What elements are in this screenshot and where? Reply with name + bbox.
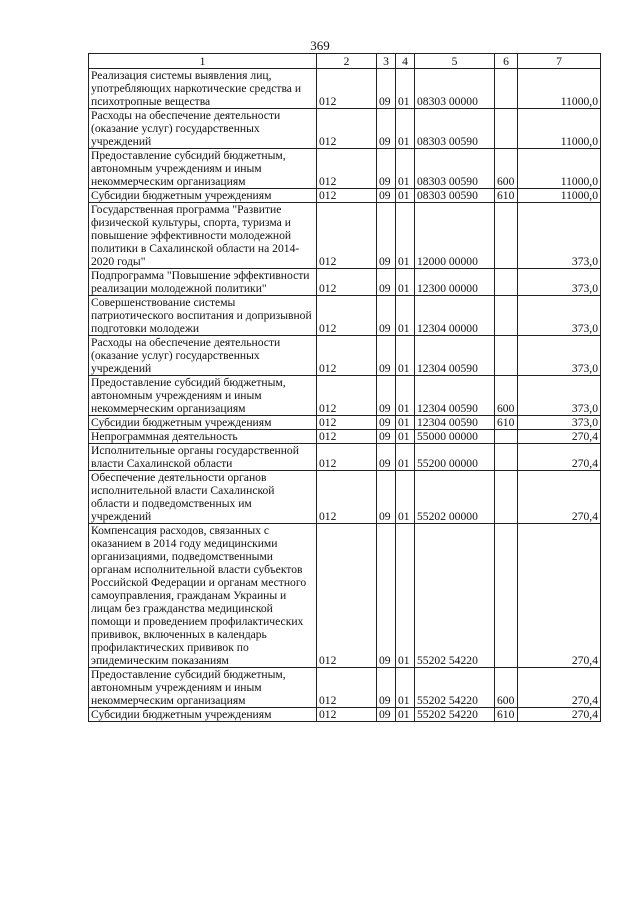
column-header: 5 [415, 54, 495, 69]
table-row [89, 444, 601, 471]
table-row [89, 296, 601, 336]
section-cell: 09 [377, 376, 396, 416]
subsection-cell: 01 [396, 444, 415, 471]
target-article-cell: 12304 00590 [415, 416, 495, 430]
amount-cell: 270,4 [518, 524, 601, 668]
admin-code-cell: 012 [317, 668, 377, 708]
section-cell: 09 [377, 69, 396, 109]
target-article-cell: 12000 00000 [415, 203, 495, 269]
subsection-cell: 01 [396, 189, 415, 203]
expense-type-cell [495, 203, 518, 269]
row-name-cell: Предоставление субсидий бюджетным, автономным учреждениям и иным некоммерческим организациям [89, 668, 317, 708]
section-cell: 09 [377, 109, 396, 149]
section-cell: 09 [377, 524, 396, 668]
target-article-cell: 55200 00000 [415, 444, 495, 471]
column-header: 2 [317, 54, 377, 69]
target-article-cell: 55202 54220 [415, 708, 495, 722]
section-cell: 09 [377, 203, 396, 269]
expense-type-cell [495, 430, 518, 444]
table-row [89, 430, 601, 444]
row-name-cell: Предоставление субсидий бюджетным, автономным учреждениям и иным некоммерческим организациям [89, 149, 317, 189]
admin-code-cell: 012 [317, 376, 377, 416]
expense-type-cell [495, 336, 518, 376]
row-name-cell: Подпрограмма "Повышение эффективности реализации молодежной политики" [89, 269, 317, 296]
target-article-cell: 12300 00000 [415, 269, 495, 296]
row-name-cell: Субсидии бюджетным учреждениям [89, 708, 317, 722]
section-cell: 09 [377, 336, 396, 376]
row-name-cell: Реализация системы выявления лиц, употребляющих наркотические средства и психотропные вещества [89, 69, 317, 109]
subsection-cell: 01 [396, 109, 415, 149]
target-article-cell: 55202 54220 [415, 524, 495, 668]
expense-type-cell: 600 [495, 149, 518, 189]
expense-type-cell: 600 [495, 668, 518, 708]
row-name-cell: Государственная программа "Развитие физической культуры, спорта, туризма и повышение эффективности молодежной политики в Сахалинской области на 2014-2020 годы" [89, 203, 317, 269]
section-cell: 09 [377, 430, 396, 444]
amount-cell: 270,4 [518, 708, 601, 722]
subsection-cell: 01 [396, 668, 415, 708]
subsection-cell: 01 [396, 69, 415, 109]
table-body [89, 69, 601, 722]
header-row [89, 54, 601, 69]
expense-type-cell [495, 109, 518, 149]
section-cell: 09 [377, 444, 396, 471]
amount-cell: 270,4 [518, 430, 601, 444]
amount-cell: 270,4 [518, 668, 601, 708]
row-name-cell: Непрограммная деятельность [89, 430, 317, 444]
expense-type-cell [495, 296, 518, 336]
amount-cell: 270,4 [518, 444, 601, 471]
column-header: 7 [518, 54, 601, 69]
target-article-cell: 08303 00590 [415, 109, 495, 149]
amount-cell: 11000,0 [518, 109, 601, 149]
amount-cell: 373,0 [518, 416, 601, 430]
expense-type-cell: 610 [495, 708, 518, 722]
expense-type-cell [495, 471, 518, 524]
subsection-cell: 01 [396, 524, 415, 668]
row-name-cell: Обеспечение деятельности органов исполнительной власти Сахалинской области и подведомственных им учреждений [89, 471, 317, 524]
row-name-cell: Расходы на обеспечение деятельности (оказание услуг) государственных учреждений [89, 336, 317, 376]
subsection-cell: 01 [396, 336, 415, 376]
admin-code-cell: 012 [317, 336, 377, 376]
budget-table [88, 53, 601, 722]
expense-type-cell: 610 [495, 189, 518, 203]
admin-code-cell: 012 [317, 269, 377, 296]
target-article-cell: 55202 00000 [415, 471, 495, 524]
amount-cell: 373,0 [518, 336, 601, 376]
amount-cell: 373,0 [518, 296, 601, 336]
target-article-cell: 08303 00590 [415, 149, 495, 189]
target-article-cell: 55202 54220 [415, 668, 495, 708]
subsection-cell: 01 [396, 708, 415, 722]
section-cell: 09 [377, 416, 396, 430]
admin-code-cell: 012 [317, 708, 377, 722]
table-row [89, 336, 601, 376]
amount-cell: 373,0 [518, 376, 601, 416]
expense-type-cell [495, 69, 518, 109]
admin-code-cell: 012 [317, 296, 377, 336]
admin-code-cell: 012 [317, 524, 377, 668]
column-header: 1 [89, 54, 317, 69]
column-header: 3 [377, 54, 396, 69]
row-name-cell: Субсидии бюджетным учреждениям [89, 189, 317, 203]
amount-cell: 373,0 [518, 269, 601, 296]
admin-code-cell: 012 [317, 471, 377, 524]
admin-code-cell: 012 [317, 149, 377, 189]
table-header [89, 54, 601, 69]
admin-code-cell: 012 [317, 189, 377, 203]
amount-cell: 270,4 [518, 471, 601, 524]
admin-code-cell: 012 [317, 444, 377, 471]
target-article-cell: 12304 00000 [415, 296, 495, 336]
subsection-cell: 01 [396, 296, 415, 336]
section-cell: 09 [377, 189, 396, 203]
admin-code-cell: 012 [317, 430, 377, 444]
column-header: 4 [396, 54, 415, 69]
subsection-cell: 01 [396, 471, 415, 524]
section-cell: 09 [377, 269, 396, 296]
expense-type-cell: 610 [495, 416, 518, 430]
row-name-cell: Субсидии бюджетным учреждениям [89, 416, 317, 430]
page-number: 369 [310, 38, 330, 53]
admin-code-cell: 012 [317, 69, 377, 109]
table-row [89, 668, 601, 708]
table-row [89, 708, 601, 722]
table-row [89, 203, 601, 269]
admin-code-cell: 012 [317, 109, 377, 149]
target-article-cell: 12304 00590 [415, 376, 495, 416]
section-cell: 09 [377, 708, 396, 722]
admin-code-cell: 012 [317, 416, 377, 430]
section-cell: 09 [377, 149, 396, 189]
amount-cell: 11000,0 [518, 149, 601, 189]
subsection-cell: 01 [396, 430, 415, 444]
subsection-cell: 01 [396, 416, 415, 430]
amount-cell: 11000,0 [518, 189, 601, 203]
table-row [89, 376, 601, 416]
row-name-cell: Предоставление субсидий бюджетным, автономным учреждениям и иным некоммерческим организациям [89, 376, 317, 416]
table-row [89, 471, 601, 524]
admin-code-cell: 012 [317, 203, 377, 269]
subsection-cell: 01 [396, 149, 415, 189]
table-row [89, 109, 601, 149]
expense-type-cell [495, 524, 518, 668]
expense-type-cell [495, 444, 518, 471]
column-header: 6 [495, 54, 518, 69]
amount-cell: 11000,0 [518, 69, 601, 109]
table-row [89, 524, 601, 668]
table-row [89, 189, 601, 203]
amount-cell: 373,0 [518, 203, 601, 269]
expense-type-cell [495, 269, 518, 296]
subsection-cell: 01 [396, 203, 415, 269]
table-row [89, 149, 601, 189]
row-name-cell: Компенсация расходов, связанных с оказанием в 2014 году медицинскими организациями, подведомственными органам исполнительной власти субъектов Российской Федерации и органам местного самоуправления, гражданам Украины и лицам без гражданства медицинской помощи и проведением профилактических прививок, включенных в календарь профилактических прививок по эпидемическим показаниям [89, 524, 317, 668]
subsection-cell: 01 [396, 269, 415, 296]
expense-type-cell: 600 [495, 376, 518, 416]
table-row [89, 416, 601, 430]
target-article-cell: 12304 00590 [415, 336, 495, 376]
row-name-cell: Совершенствование системы патриотического воспитания и допризывной подготовки молодежи [89, 296, 317, 336]
section-cell: 09 [377, 471, 396, 524]
section-cell: 09 [377, 668, 396, 708]
table-row [89, 269, 601, 296]
subsection-cell: 01 [396, 376, 415, 416]
row-name-cell: Расходы на обеспечение деятельности (оказание услуг) государственных учреждений [89, 109, 317, 149]
target-article-cell: 08303 00590 [415, 189, 495, 203]
table-row [89, 69, 601, 109]
target-article-cell: 08303 00000 [415, 69, 495, 109]
section-cell: 09 [377, 296, 396, 336]
row-name-cell: Исполнительные органы государственной власти Сахалинской области [89, 444, 317, 471]
target-article-cell: 55000 00000 [415, 430, 495, 444]
